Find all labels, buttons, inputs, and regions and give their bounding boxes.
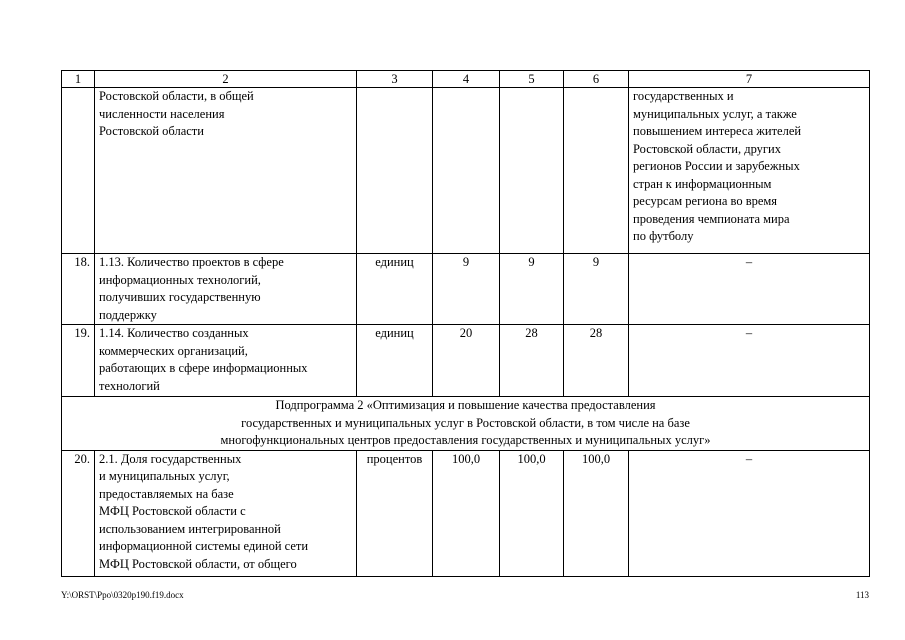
indicator-name-cell — [95, 450, 357, 576]
header-cell: 5 — [500, 71, 564, 88]
text-line: МФЦ Ростовской области с — [99, 504, 246, 518]
text-line: коммерческих организаций, — [99, 343, 248, 358]
text-line: ресурсам региона во время — [633, 194, 778, 208]
text-line: 2.1. Доля государственных — [99, 451, 242, 466]
text-line: Подпрограмма 2 «Оптимизация и повышение качества предоставления — [275, 398, 656, 412]
unit-cell — [357, 88, 433, 254]
text-line: предоставляемых на базе — [99, 486, 234, 501]
value-cell: 28 — [500, 325, 564, 397]
table-row-20 — [62, 450, 870, 576]
text-line: Ростовской области — [99, 124, 204, 138]
value-cell — [564, 88, 629, 254]
unit-cell: единиц — [357, 325, 433, 397]
row-number-cell — [62, 88, 95, 254]
text-line: работающих в сфере информационных — [99, 361, 308, 375]
value-cell — [433, 88, 500, 254]
indicators-table — [61, 70, 870, 577]
value-cell: 100,0 — [433, 450, 500, 576]
text-line: 1.13. Количество проектов в сфере — [99, 255, 284, 269]
subprogram-row — [62, 397, 870, 451]
value-cell: 9 — [433, 254, 500, 325]
text-line: многофункциональных центров предоставления государственных и муниципальных услуг» — [220, 433, 711, 447]
text-line: повышением интереса жителей — [633, 124, 802, 138]
value-cell: 20 — [433, 325, 500, 397]
value-cell: 100,0 — [500, 450, 564, 576]
text-line: государственных и — [633, 89, 734, 103]
value-cell: 100,0 — [564, 450, 629, 576]
header-cell: 7 — [629, 71, 870, 88]
text-line: МФЦ Ростовской области, от общего — [99, 556, 297, 571]
header-cell: 3 — [357, 71, 433, 88]
text-line: государственных и муниципальных услуг в Ростовской области, в том числе на базе — [241, 415, 690, 430]
text-line: муниципальных услуг, а также — [633, 106, 797, 121]
text-line: и муниципальных услуг, — [99, 469, 230, 483]
table-row-continuation — [62, 88, 870, 254]
text-line: численности населения — [99, 106, 225, 121]
header-cell: 2 — [95, 71, 357, 88]
value-cell — [500, 88, 564, 254]
note-cell: – — [629, 325, 870, 397]
text-line: по футболу — [633, 229, 694, 243]
row-number-cell: 19. — [62, 325, 95, 397]
indicator-name-cell — [95, 88, 357, 254]
note-cell: – — [629, 450, 870, 576]
text-line: поддержку — [99, 307, 157, 322]
text-line: Ростовской области, других — [633, 141, 781, 156]
indicator-name-cell — [95, 254, 357, 325]
value-cell: 9 — [564, 254, 629, 325]
unit-cell: процентов — [357, 450, 433, 576]
table-row-18 — [62, 254, 870, 325]
value-cell: 28 — [564, 325, 629, 397]
file-path: Y:\ORST\Ppo\0320p190.f19.docx — [61, 590, 184, 600]
subprogram-title — [62, 397, 870, 451]
text-line: получивших государственную — [99, 290, 261, 304]
indicator-name-cell — [95, 325, 357, 397]
text-line: информационной системы единой сети — [99, 539, 309, 553]
note-cell: – — [629, 254, 870, 325]
text-line: информационных технологий, — [99, 272, 261, 287]
text-line: регионов России и зарубежных — [633, 159, 800, 173]
table-header-row — [62, 71, 870, 88]
text-line: технологий — [99, 378, 160, 393]
text-line: 1.14. Количество созданных — [99, 326, 249, 340]
text-line: использованием интегрированной — [99, 521, 281, 536]
row-number-cell: 18. — [62, 254, 95, 325]
header-cell: 1 — [62, 71, 95, 88]
row-number-cell: 20. — [62, 450, 95, 576]
header-cell: 6 — [564, 71, 629, 88]
text-line: проведения чемпионата мира — [633, 211, 790, 226]
table-row-19 — [62, 325, 870, 397]
page-number: 113 — [855, 590, 869, 600]
note-cell — [629, 88, 870, 254]
text-line: Ростовской области, в общей — [99, 89, 254, 103]
text-line: стран к информационным — [633, 176, 772, 191]
value-cell: 9 — [500, 254, 564, 325]
header-cell: 4 — [433, 71, 500, 88]
unit-cell: единиц — [357, 254, 433, 325]
